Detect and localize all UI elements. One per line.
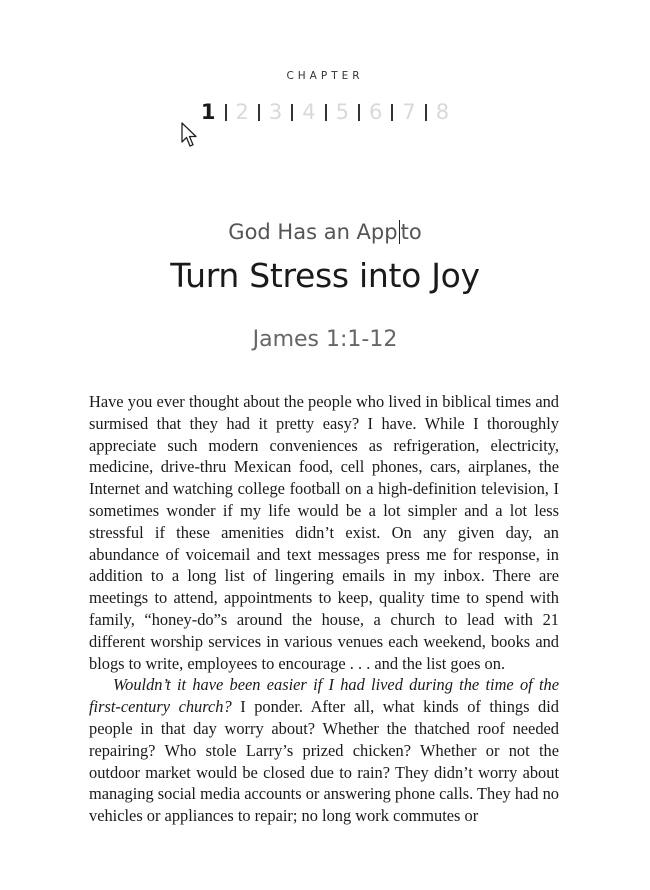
chapter-link-1[interactable]: 1 <box>200 100 216 124</box>
italic-question: Wouldn’t it have been easier if I had lived during the time of the first-century church? <box>89 675 559 717</box>
chapter-link-8[interactable]: 8 <box>435 100 450 124</box>
chapter-separator <box>291 104 293 121</box>
chapter-separator <box>358 104 360 121</box>
chapter-separator <box>391 104 393 121</box>
chapter-separator <box>425 104 427 121</box>
chapter-link-2[interactable]: 2 <box>235 100 249 124</box>
subtitle-text-end: to <box>400 220 422 244</box>
mouse-pointer-icon <box>181 122 199 148</box>
chapter-title: Turn Stress into Joy <box>170 256 480 295</box>
text-caret <box>399 220 400 244</box>
chapter-link-3[interactable]: 3 <box>268 100 283 124</box>
body-paragraph-1: Have you ever thought about the people who lived in biblical times and surmised that they had it pretty easy? I have. While I thoroughly appreciate such modern conveniences as refrigeration, electricity, medicine, drive-thru Mexican food, cell phones, cars, airplanes, the Internet and watching college football on a high-definition television, I sometimes wonder if my life would be a lot simpler and a lot less stressful if these amenities didn’t exist. On any given day, an abundance of voicemail and text messages press me for response, in addition to a long list of lingering emails in my inbox. There are meetings to attend, appointments to keep, quality time to spend with family, “honey-do”s around the house, a church to lead with 21 different worship services in various venues each weekend, books and blogs to write, employees to encourage . . . and the list goes on. <box>89 392 559 673</box>
chapter-separator <box>225 104 227 121</box>
subtitle-text-start: God Has an App <box>228 220 398 244</box>
chapter-link-6[interactable]: 6 <box>369 100 383 124</box>
chapter-link-5[interactable]: 5 <box>335 100 349 124</box>
chapter-nav <box>0 100 650 124</box>
chapter-subtitle <box>0 220 650 244</box>
chapter-link-4[interactable]: 4 <box>302 100 316 124</box>
chapter-separator <box>325 104 327 121</box>
scripture-reference: James 1:1-12 <box>252 327 398 352</box>
chapter-separator <box>258 104 260 121</box>
chapter-body <box>89 391 559 827</box>
chapter-label: CHAPTER <box>286 70 364 82</box>
paragraph-2-text: I ponder. After all, what kinds of things did people in that day worry about? Whether the thatched roof needed repairing? Who stole Larry’s prized chicken? Whether or not the outdoor market would be closed due to rain? They didn’t worry about managing social media accounts or answering phone calls. They had no vehicles or appliances to repair; no long work commutes or <box>89 697 559 826</box>
body-paragraph-2 <box>89 674 559 827</box>
chapter-link-7[interactable]: 7 <box>402 100 416 124</box>
